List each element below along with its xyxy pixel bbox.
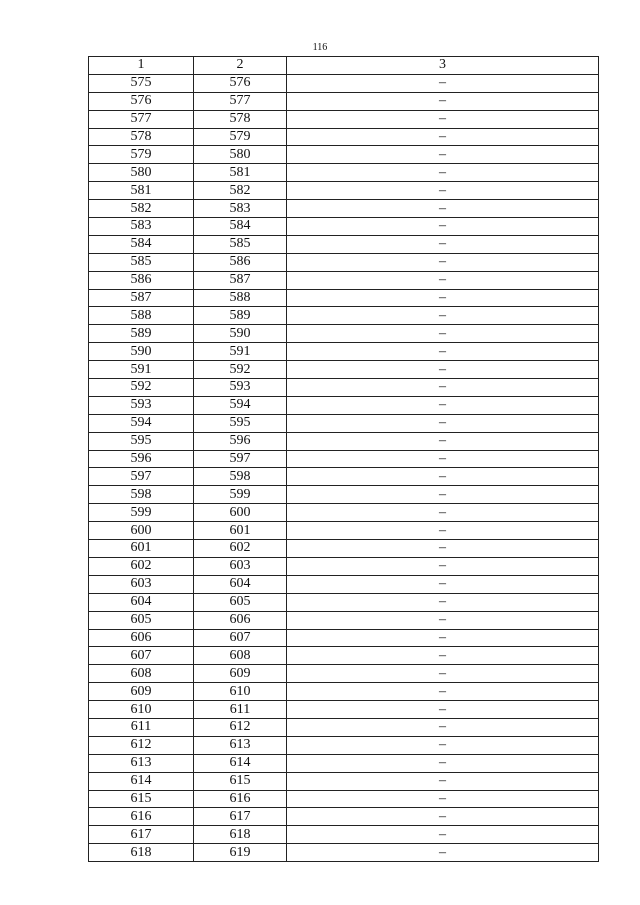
table-cell-col1: 597 [89, 468, 194, 486]
table-cell-col1: 596 [89, 450, 194, 468]
table-cell-col3: – [287, 522, 599, 540]
table-cell-col1: 599 [89, 504, 194, 522]
table-row [89, 701, 599, 719]
table-cell-col1: 617 [89, 826, 194, 844]
table-cell-col1: 607 [89, 647, 194, 665]
table-row [89, 379, 599, 397]
table-row [89, 164, 599, 182]
table-row [89, 611, 599, 629]
table-cell-col1: 590 [89, 343, 194, 361]
table-row [89, 772, 599, 790]
table-cell-col1: 581 [89, 182, 194, 200]
table-row [89, 540, 599, 558]
table-cell-col2: 605 [194, 593, 287, 611]
table-cell-col1: 608 [89, 665, 194, 683]
table-row [89, 432, 599, 450]
table-cell-col3: – [287, 325, 599, 343]
table-row [89, 718, 599, 736]
table-cell-col1: 609 [89, 683, 194, 701]
table-cell-col2: 587 [194, 271, 287, 289]
table-row [89, 414, 599, 432]
table-cell-col3: – [287, 361, 599, 379]
table-cell-col2: 610 [194, 683, 287, 701]
table-cell-col3: – [287, 593, 599, 611]
table-row [89, 754, 599, 772]
table-cell-col1: 602 [89, 557, 194, 575]
table-row [89, 396, 599, 414]
table-cell-col2: 578 [194, 110, 287, 128]
table-cell-col1: 577 [89, 110, 194, 128]
table-cell-col3: – [287, 200, 599, 218]
table-cell-col2: 588 [194, 289, 287, 307]
table-cell-col2: 615 [194, 772, 287, 790]
table-cell-col1: 603 [89, 575, 194, 593]
table-cell-col1: 611 [89, 718, 194, 736]
table-cell-col3: – [287, 253, 599, 271]
table-row [89, 593, 599, 611]
table-cell-col2: 580 [194, 146, 287, 164]
table-cell-col1: 595 [89, 432, 194, 450]
table-row [89, 683, 599, 701]
table-cell-col2: 618 [194, 826, 287, 844]
table-cell-col1: 580 [89, 164, 194, 182]
table-cell-col1: 594 [89, 414, 194, 432]
table-cell-col2: 585 [194, 235, 287, 253]
table-row [89, 826, 599, 844]
table-cell-col3: – [287, 844, 599, 862]
table-row [89, 790, 599, 808]
table-cell-col2: 592 [194, 361, 287, 379]
table-cell-col3: – [287, 826, 599, 844]
table-cell-col2: 603 [194, 557, 287, 575]
table-row [89, 200, 599, 218]
table-row [89, 450, 599, 468]
table-cell-col1: 605 [89, 611, 194, 629]
table-cell-col1: 584 [89, 235, 194, 253]
table-cell-col1: 593 [89, 396, 194, 414]
table-cell-col3: – [287, 128, 599, 146]
table-cell-col3: – [287, 540, 599, 558]
table-cell-col2: 586 [194, 253, 287, 271]
table-cell-col1: 598 [89, 486, 194, 504]
table-cell-col3: – [287, 379, 599, 397]
table-cell-col3: – [287, 271, 599, 289]
table-row [89, 146, 599, 164]
table-cell-col1: 615 [89, 790, 194, 808]
table-cell-col2: 576 [194, 74, 287, 92]
column-header-2: 2 [194, 57, 287, 75]
table-cell-col2: 609 [194, 665, 287, 683]
table-row [89, 629, 599, 647]
table-body [89, 74, 599, 861]
column-header-1: 1 [89, 57, 194, 75]
table-cell-col3: – [287, 396, 599, 414]
table-cell-col3: – [287, 414, 599, 432]
table-row [89, 486, 599, 504]
table-row [89, 557, 599, 575]
table-cell-col2: 608 [194, 647, 287, 665]
table-row [89, 325, 599, 343]
table-cell-col3: – [287, 164, 599, 182]
table-cell-col3: – [287, 611, 599, 629]
table-cell-col2: 590 [194, 325, 287, 343]
table-cell-col2: 619 [194, 844, 287, 862]
table-row [89, 665, 599, 683]
table-cell-col2: 617 [194, 808, 287, 826]
column-header-3: 3 [287, 57, 599, 75]
table-cell-col3: – [287, 736, 599, 754]
table-cell-col1: 576 [89, 92, 194, 110]
table-cell-col3: – [287, 343, 599, 361]
table-cell-col3: – [287, 718, 599, 736]
table-row [89, 575, 599, 593]
table-cell-col3: – [287, 74, 599, 92]
table-cell-col3: – [287, 432, 599, 450]
table-row [89, 235, 599, 253]
table-cell-col2: 606 [194, 611, 287, 629]
table-cell-col1: 618 [89, 844, 194, 862]
table-cell-col3: – [287, 146, 599, 164]
table-row [89, 307, 599, 325]
table-cell-col1: 600 [89, 522, 194, 540]
table-cell-col2: 614 [194, 754, 287, 772]
table-cell-col1: 588 [89, 307, 194, 325]
table-cell-col3: – [287, 754, 599, 772]
table-row [89, 468, 599, 486]
table-row [89, 128, 599, 146]
table-cell-col2: 597 [194, 450, 287, 468]
table-row [89, 289, 599, 307]
table-cell-col3: – [287, 647, 599, 665]
table-cell-col3: – [287, 504, 599, 522]
table-cell-col1: 592 [89, 379, 194, 397]
table-cell-col1: 612 [89, 736, 194, 754]
table-cell-col3: – [287, 683, 599, 701]
table-row [89, 522, 599, 540]
table-row [89, 808, 599, 826]
table-row [89, 271, 599, 289]
table-cell-col2: 594 [194, 396, 287, 414]
table-cell-col2: 604 [194, 575, 287, 593]
table-cell-col3: – [287, 289, 599, 307]
table-cell-col1: 586 [89, 271, 194, 289]
table-cell-col2: 596 [194, 432, 287, 450]
table-cell-col2: 589 [194, 307, 287, 325]
table-cell-col2: 577 [194, 92, 287, 110]
table-cell-col1: 589 [89, 325, 194, 343]
table-cell-col2: 602 [194, 540, 287, 558]
table-cell-col3: – [287, 557, 599, 575]
table-cell-col3: – [287, 468, 599, 486]
table-cell-col3: – [287, 450, 599, 468]
table-cell-col1: 583 [89, 218, 194, 236]
table-cell-col1: 587 [89, 289, 194, 307]
table-row [89, 218, 599, 236]
table-row [89, 253, 599, 271]
table-cell-col1: 616 [89, 808, 194, 826]
table-row [89, 736, 599, 754]
table-cell-col3: – [287, 235, 599, 253]
table-cell-col1: 613 [89, 754, 194, 772]
table-cell-col1: 614 [89, 772, 194, 790]
table-cell-col1: 575 [89, 74, 194, 92]
table-cell-col2: 598 [194, 468, 287, 486]
table-cell-col2: 591 [194, 343, 287, 361]
table-cell-col2: 611 [194, 701, 287, 719]
table-cell-col2: 595 [194, 414, 287, 432]
table-cell-col3: – [287, 307, 599, 325]
table-cell-col3: – [287, 110, 599, 128]
table-cell-col1: 585 [89, 253, 194, 271]
table-row [89, 343, 599, 361]
table-row [89, 92, 599, 110]
table-cell-col1: 606 [89, 629, 194, 647]
table-cell-col2: 601 [194, 522, 287, 540]
table-cell-col3: – [287, 701, 599, 719]
table-cell-col2: 583 [194, 200, 287, 218]
table-cell-col2: 616 [194, 790, 287, 808]
table-cell-col2: 600 [194, 504, 287, 522]
table-cell-col3: – [287, 629, 599, 647]
table-cell-col1: 582 [89, 200, 194, 218]
table-cell-col3: – [287, 808, 599, 826]
table-cell-col3: – [287, 575, 599, 593]
table-header-row [89, 57, 599, 75]
table-cell-col1: 601 [89, 540, 194, 558]
table-cell-col3: – [287, 790, 599, 808]
table-cell-col3: – [287, 92, 599, 110]
table-cell-col3: – [287, 218, 599, 236]
table-cell-col2: 612 [194, 718, 287, 736]
table-cell-col2: 582 [194, 182, 287, 200]
table-cell-col1: 610 [89, 701, 194, 719]
table-cell-col2: 584 [194, 218, 287, 236]
table-cell-col2: 579 [194, 128, 287, 146]
table-cell-col2: 593 [194, 379, 287, 397]
table-cell-col1: 604 [89, 593, 194, 611]
table-cell-col2: 599 [194, 486, 287, 504]
table-row [89, 844, 599, 862]
table-cell-col2: 581 [194, 164, 287, 182]
table-cell-col2: 613 [194, 736, 287, 754]
data-table [88, 56, 599, 862]
table-row [89, 110, 599, 128]
table-row [89, 361, 599, 379]
table-cell-col3: – [287, 772, 599, 790]
table-row [89, 647, 599, 665]
table-cell-col1: 591 [89, 361, 194, 379]
page-number: 116 [312, 42, 328, 53]
table-cell-col3: – [287, 182, 599, 200]
table-cell-col1: 578 [89, 128, 194, 146]
table-cell-col3: – [287, 665, 599, 683]
table-cell-col2: 607 [194, 629, 287, 647]
table-cell-col1: 579 [89, 146, 194, 164]
table-cell-col3: – [287, 486, 599, 504]
table-row [89, 182, 599, 200]
table-row [89, 74, 599, 92]
table-row [89, 504, 599, 522]
